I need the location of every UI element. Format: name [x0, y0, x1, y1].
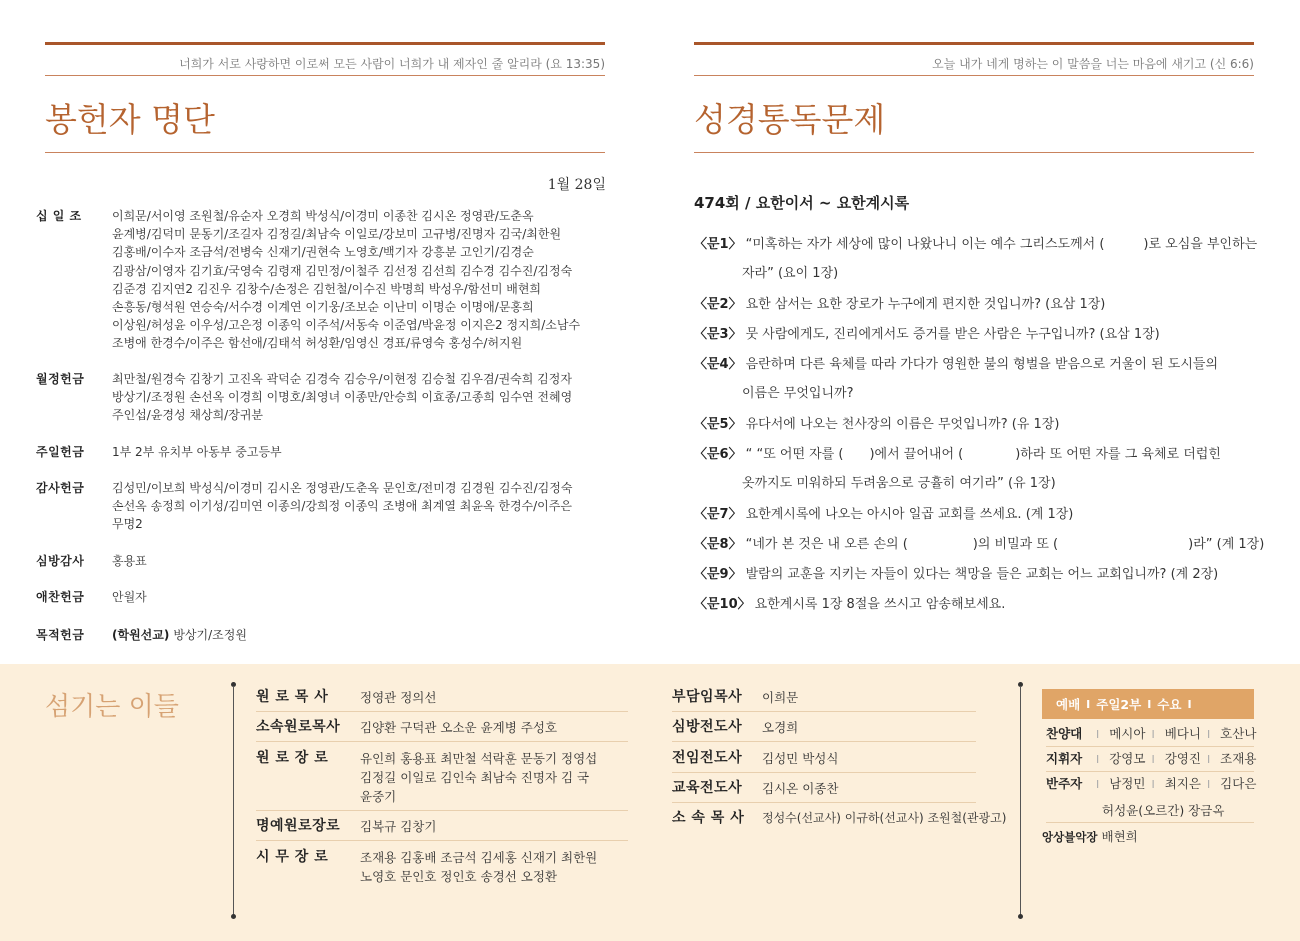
question-text: “ “또 어떤 자를 ( )에서 끌어내어 ( )하라 또 어떤 자를 그 육체로 더럽힌: [745, 447, 1221, 462]
question-text: 음란하며 다른 육체를 따라 가다가 영원한 불의 형벌을 받음으로 거울이 된 도시들의: [745, 357, 1219, 372]
donor-row-sunday: [36, 443, 608, 461]
choir-row-label: 앙상블악장: [1042, 830, 1098, 844]
staff-line: 김복규 김창기: [360, 819, 437, 834]
donor-line: 무명2: [112, 517, 143, 532]
question-9: [694, 563, 1254, 582]
staff-names: [360, 749, 597, 806]
purpose-tag: (학원선교): [112, 628, 170, 642]
donor-line: 손선옥 송정희 이기성/김미연 이종의/강희정 이종익 조병애 최계열 최윤옥 한경수/이주은: [112, 499, 572, 514]
staff-line: 정성수(선교사) 이규하(선교사) 조원철(관광고): [762, 811, 1007, 825]
donor-row-monthly: [36, 370, 608, 425]
staff-row-visitation-evangelist: [672, 718, 976, 742]
left-verse-rule: [45, 75, 605, 76]
staff-names: [762, 749, 838, 768]
staff-line: 정영관 정의선: [360, 690, 437, 705]
staff-line: 오경희: [762, 720, 799, 735]
staff-names: [762, 809, 1006, 828]
question-2: [694, 293, 1254, 312]
donor-row-purpose: [36, 626, 608, 644]
staff-names: [360, 718, 557, 737]
divider-dot: [231, 914, 236, 919]
choir-cell: 배현희: [1101, 829, 1138, 844]
question-text: 요한계시록에 나오는 아시아 일곱 교회를 쓰세요. (계 1장): [745, 507, 1074, 522]
staff-label: 시 무 장 로: [256, 849, 329, 865]
staff-names: [762, 718, 798, 737]
donor-names: [112, 443, 608, 461]
staff-label: 원 로 목 사: [256, 689, 329, 705]
staff-row-active-elder: [256, 848, 628, 890]
choir-row-label: 찬양대: [1046, 726, 1083, 741]
choir-row-choir: 찬양대 I 메시아 I 베다니 I 호산나: [1046, 722, 1254, 747]
choir-row-accompanist: 반주자 I 남정민 I 최지은 I 김다은: [1046, 772, 1254, 796]
staff-label: 심방전도사: [672, 719, 743, 735]
staff-line: 윤중기: [360, 789, 397, 804]
donor-label: 심방감사: [36, 554, 85, 568]
donor-label: 월정헌금: [36, 372, 85, 386]
question-text: “미혹하는 자가 세상에 많이 나왔나니 이는 예수 그리스도께서 ( )로 오심을 부인하는: [745, 237, 1258, 252]
left-top-rule: [45, 42, 605, 45]
donor-line: 김준경 김지연2 김진우 김창수/손정은 김헌철/이수진 박명희 박성우/함선미 배현희: [112, 281, 542, 296]
choir-row-conductor: 지휘자 I 강영모 I 강영진 I 조재용: [1046, 747, 1254, 772]
question-text: 뭇 사람에게도, 진리에게서도 증거를 받은 사람은 누구입니까? (요삼 1장): [745, 327, 1160, 342]
donor-line: [112, 626, 608, 644]
staff-footer: [0, 664, 1300, 941]
question-text: 유다서에 나오는 천사장의 이름은 무엇입니까? (유 1장): [745, 417, 1060, 432]
choir-header-sunday2: 주일2부: [1096, 697, 1142, 712]
donor-line: 이희문/서이영 조원철/유순자 오경희 박성식/이경미 이종찬 김시온 정영관/도춘옥: [112, 209, 534, 223]
staff-label: 소 속 목 사: [672, 810, 745, 826]
offering-date: 1월 28일: [547, 177, 606, 193]
divider-line: [1020, 686, 1021, 916]
donor-line: 방상기/조정원 손선옥 이경희 이명호/최영녀 이종만/안승희 이효종/고종희 임수연 전혜영: [112, 390, 573, 405]
question-text-cont: 이름은 무엇입니까?: [742, 386, 854, 401]
question-number: 〈문7〉: [694, 507, 742, 522]
donor-names: [112, 479, 608, 534]
left-verse: 너희가 서로 사랑하면 이로써 모든 사람이 너희가 내 제자인 줄 알리라 (요 13:35): [179, 57, 605, 71]
staff-names: [360, 848, 597, 886]
choir-header-worship: 예배: [1056, 697, 1081, 712]
question-number: 〈문9〉: [694, 567, 742, 582]
staff-label: 부담임목사: [672, 689, 743, 705]
question-8: [694, 533, 1265, 552]
staff-row-emeritus-elder: [256, 749, 628, 811]
donor-row-thanks: [36, 479, 608, 534]
staff-line: 조재용 김홍배 조금석 김세홍 신재기 최한원: [360, 850, 598, 865]
left-page-title: 봉헌자 명단: [45, 100, 215, 139]
quiz-section-heading: 474회 / 요한이서 ~ 요한계시록: [694, 194, 910, 212]
question-number: 〈문6〉: [694, 447, 742, 462]
staff-line: 유인희 홍용표 최만철 석락훈 문동기 정영섭: [360, 751, 598, 766]
question-7: [694, 503, 1254, 522]
choir-row-label: 반주자: [1046, 776, 1083, 791]
staff-line: 김정길 이일로 김인숙 최남숙 진명자 김 국: [360, 770, 590, 785]
question-text: 요한 삼서는 요한 장로가 누구에게 편지한 것입니까? (요삼 1장): [745, 297, 1106, 312]
donor-label: 주일헌금: [36, 445, 85, 459]
choir-cell: 김다은: [1220, 776, 1257, 791]
question-number: 〈문8〉: [694, 537, 742, 552]
donor-line: 김성민/이보희 박성식/이경미 김시온 정영관/도춘옥 문인호/전미경 김경원 김수진/김정숙: [112, 481, 573, 495]
staff-row-honorary-elder: [256, 817, 628, 841]
staff-label: 원 로 장 로: [256, 750, 329, 766]
staff-row-fulltime-evangelist: [672, 749, 976, 773]
question-text: 요한계시록 1장 8절을 쓰시고 암송해보세요.: [754, 597, 1006, 612]
staff-line: 노영호 문인호 정인호 송경선 오정환: [360, 869, 558, 884]
choir-row-ensemble: [1042, 825, 1250, 849]
donor-names: [112, 370, 608, 425]
staff-label: 전임전도사: [672, 750, 743, 766]
staff-title: 섬기는 이들: [45, 692, 179, 722]
staff-names: [360, 688, 436, 707]
donor-names: [112, 626, 608, 644]
choir-cell: 최지은: [1164, 776, 1201, 791]
question-number: 〈문10〉: [694, 597, 751, 612]
donor-row-visit: [36, 552, 608, 570]
question-4: [694, 353, 1254, 401]
staff-row-emeritus-pastor: [256, 688, 628, 712]
staff-row-affiliated-pastor: [672, 809, 1018, 832]
donor-names: [112, 552, 608, 570]
purpose-names: 방상기/조정원: [173, 628, 247, 642]
staff-names: [762, 779, 838, 798]
question-text-cont: 자라” (요이 1장): [742, 266, 839, 281]
staff-line: 김성민 박성식: [762, 751, 839, 766]
staff-row-associate-pastor: [672, 688, 976, 712]
left-title-rule: [45, 152, 605, 153]
staff-line: 김시온 이종찬: [762, 781, 839, 796]
donor-line: 김홍배/이수자 조금석/전병숙 신재기/권현숙 노영호/백기자 강흥분 고인기/김경순: [112, 245, 534, 260]
choir-row-label: 지휘자: [1046, 751, 1083, 766]
right-title-rule: [694, 152, 1254, 153]
staff-line: 이희문: [762, 690, 799, 705]
donor-line: 윤계병/김덕미 문동기/조길자 김정길/최남숙 이일로/강보미 고규병/진명자 김국/최한원: [112, 227, 562, 242]
choir-cell: 강영모: [1109, 751, 1146, 766]
question-number: 〈문3〉: [694, 327, 742, 342]
choir-cell: 호산나: [1220, 726, 1257, 741]
choir-extra-names: 허성윤(오르간) 장금옥: [1102, 803, 1225, 818]
question-1: [694, 233, 1258, 281]
question-text-cont: 옷까지도 미워하되 두려움으로 긍휼히 여기라” (유 1장): [742, 476, 1056, 491]
question-6: [694, 443, 1254, 491]
question-3: [694, 323, 1254, 342]
donor-label: 애찬헌금: [36, 590, 85, 604]
choir-cell: 조재용: [1220, 751, 1257, 766]
choir-cell: 남정민: [1109, 776, 1146, 791]
donor-line: 안월자: [112, 590, 147, 604]
divider-dot: [1018, 914, 1023, 919]
donor-line: 홍용표: [112, 554, 147, 568]
choir-row-extra: [1046, 799, 1254, 823]
staff-row-education-evangelist: [672, 779, 976, 803]
staff-names: [360, 817, 436, 836]
donor-line: 최만철/원경숙 김창기 고진옥 곽덕순 김경숙 김승우/이현정 김승철 김우겸/권숙희 김정자: [112, 372, 572, 386]
question-number: 〈문4〉: [694, 357, 742, 372]
right-page-title: 성경통독문제: [694, 100, 886, 139]
question-10: [694, 593, 1254, 612]
donor-line: 김광삼/이영자 김기효/국영숙 김령재 김민정/이철주 김선정 김선희 김수경 김수진/김정숙: [112, 263, 573, 278]
staff-label: 교육전도사: [672, 780, 743, 796]
donor-line: 이상원/허성윤 이우성/고은정 이종익 이주석/서동숙 이준엽/박윤정 이지은2 정지희/소남수: [112, 318, 581, 333]
donor-row-tithe: [36, 207, 608, 353]
question-number: 〈문5〉: [694, 417, 742, 432]
right-verse: 오늘 내가 네게 명하는 이 말씀을 너는 마음에 새기고 (신 6:6): [932, 57, 1254, 71]
question-text: 발람의 교훈을 지키는 자들이 있다는 책망을 들은 교회는 어느 교회입니까? (계 2장): [745, 567, 1219, 582]
right-top-rule: [694, 42, 1254, 45]
donor-label: 감사헌금: [36, 481, 85, 495]
question-5: [694, 413, 1254, 432]
staff-label: 소속원로목사: [256, 719, 341, 735]
donor-line: 조병애 한경수/이주은 함선애/김태석 허성환/임영신 경표/류영숙 홍성수/허지원: [112, 336, 523, 351]
donor-row-fellowship: [36, 588, 608, 606]
donor-line: 주인섭/윤경성 채상희/장귀분: [112, 408, 264, 423]
donor-label: 목적헌금: [36, 628, 85, 642]
staff-label: 명예원로장로: [256, 818, 341, 834]
question-text: “네가 본 것은 내 오른 손의 ( )의 비밀과 또 ( )라” (계 1장): [745, 537, 1265, 552]
donor-line: 1부 2부 유치부 아동부 중고등부: [112, 445, 282, 459]
donor-names: [112, 588, 608, 606]
choir-cell: 메시아: [1109, 726, 1146, 741]
staff-row-assoc-emeritus-pastor: [256, 718, 628, 742]
choir-cell: 강영진: [1164, 751, 1201, 766]
donor-label: 십 일 조: [36, 209, 82, 223]
choir-table-header: 예배 I 주일2부 I 수요 I: [1042, 689, 1254, 719]
staff-line: 김양환 구덕관 오소운 윤계병 주성호: [360, 720, 558, 735]
divider-line: [233, 686, 234, 916]
donor-names: [112, 207, 608, 353]
question-number: 〈문1〉: [694, 237, 742, 252]
question-number: 〈문2〉: [694, 297, 742, 312]
staff-names: [762, 688, 798, 707]
choir-cell: 베다니: [1164, 726, 1201, 741]
donor-line: 손흥동/형석원 연승숙/서수경 이계연 이기웅/조보순 이난미 이명순 이명애/문홍희: [112, 300, 534, 315]
right-verse-rule: [694, 75, 1254, 76]
choir-header-wednesday: 수요: [1157, 697, 1182, 712]
